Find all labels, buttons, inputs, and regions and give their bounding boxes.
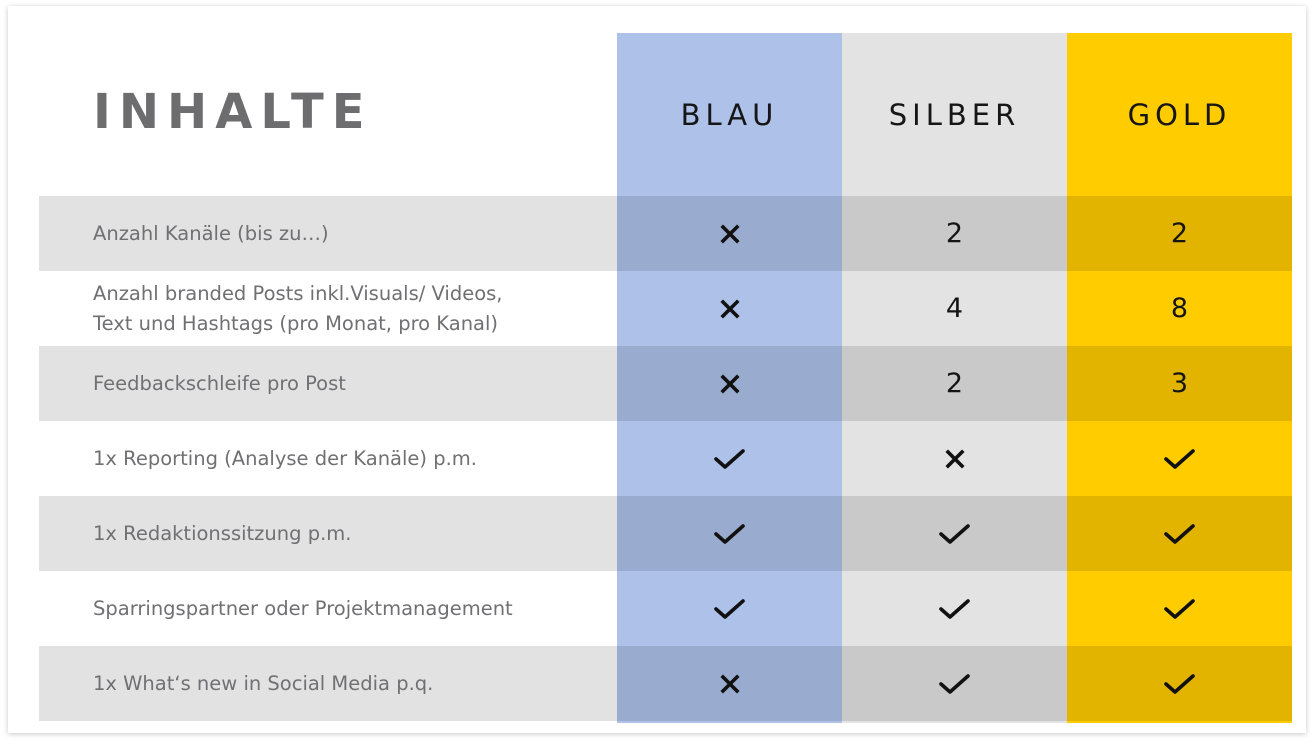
cross-icon — [617, 646, 842, 721]
table-row — [39, 346, 1292, 421]
checkmark-icon — [842, 571, 1067, 646]
cross-icon — [617, 196, 842, 271]
row-label: Sparringspartner oder Projektmanagement — [93, 596, 513, 620]
checkmark-icon — [1067, 421, 1292, 496]
row-label: Anzahl branded Posts inkl.Visuals/ Videos, Text und Hashtags (pro Monat, pro Kanal) — [93, 281, 503, 335]
checkmark-icon — [1067, 646, 1292, 721]
table-row — [39, 271, 1292, 346]
column-header-silber: SILBER — [888, 97, 1021, 132]
checkmark-icon — [1067, 496, 1292, 571]
table-title: INHALTE — [93, 84, 373, 140]
column-header-blau: BLAU — [680, 97, 779, 132]
cell-value: 4 — [945, 293, 964, 324]
checkmark-icon — [842, 496, 1067, 571]
row-label: 1x Reporting (Analyse der Kanäle) p.m. — [93, 446, 477, 470]
pricing-table-card — [8, 6, 1306, 733]
checkmark-icon — [842, 646, 1067, 721]
cell-value: 2 — [1170, 218, 1189, 249]
cell-value: 2 — [945, 368, 964, 399]
table-row — [39, 421, 1292, 496]
checkmark-icon — [617, 496, 842, 571]
cross-icon — [842, 421, 1067, 496]
checkmark-icon — [617, 571, 842, 646]
table-row — [39, 571, 1292, 646]
cell-value: 8 — [1170, 293, 1189, 324]
checkmark-icon — [1067, 571, 1292, 646]
cell-value: 3 — [1170, 368, 1189, 399]
checkmark-icon — [617, 421, 842, 496]
table-row — [39, 496, 1292, 571]
row-label: Feedbackschleife pro Post — [93, 371, 346, 395]
table-row — [39, 196, 1292, 271]
row-label: 1x Redaktionssitzung p.m. — [93, 521, 352, 545]
table-row — [39, 646, 1292, 721]
column-header-gold: GOLD — [1127, 97, 1232, 132]
cross-icon — [617, 271, 842, 346]
cross-icon — [617, 346, 842, 421]
row-label: Anzahl Kanäle (bis zu…) — [93, 221, 329, 245]
cell-value: 2 — [945, 218, 964, 249]
row-label: 1x What‘s new in Social Media p.q. — [93, 671, 434, 695]
